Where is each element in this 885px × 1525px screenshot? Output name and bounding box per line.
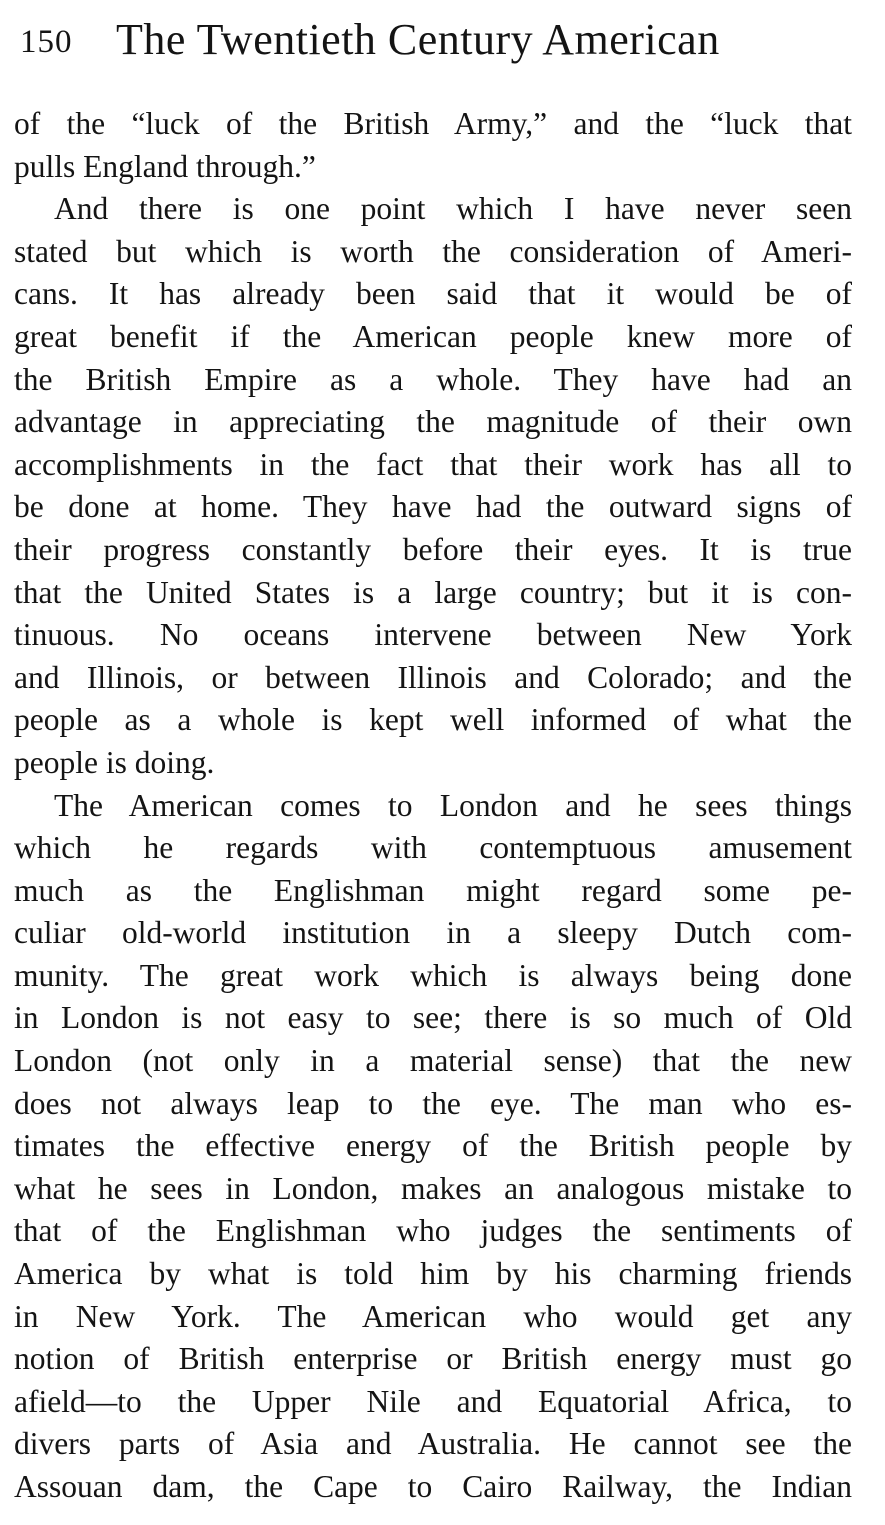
text-line: pulls England through.” — [14, 148, 316, 184]
text-line: America by what is told him by his charming friends — [14, 1256, 852, 1292]
text-line: afield—to the Upper Nile and Equatorial Africa, to — [14, 1383, 852, 1419]
text-line: culiar old-world institution in a sleepy Dutch com- — [14, 915, 852, 951]
text-line: what he sees in London, makes an analogous mistake to — [14, 1170, 852, 1206]
text-line: divers parts of Asia and Australia. He cannot see the — [14, 1426, 852, 1462]
text-line: notion of British enterprise or British energy must go — [14, 1341, 852, 1377]
text-line: and Illinois, or between Illinois and Colorado; and the — [14, 659, 852, 695]
text-line: timates the effective energy of the British people by — [14, 1128, 852, 1164]
page-number: 150 — [20, 24, 73, 60]
text-line: stated but which is worth the consideration of Ameri- — [14, 233, 852, 269]
text-line: be done at home. They have had the outward signs of — [14, 489, 852, 525]
text-line: much as the Englishman might regard some pe- — [14, 872, 852, 908]
text-line: of the “luck of the British Army,” and the “luck that — [14, 106, 852, 141]
text-line: tinuous. No oceans intervene between New York — [14, 617, 852, 653]
text-line: in London is not easy to see; there is so much of Old — [14, 1000, 852, 1036]
text-line: London (not only in a material sense) that the new — [14, 1043, 852, 1079]
paragraph-first-line: And there is one point which I have never seen — [54, 191, 852, 227]
text-line: the British Empire as a whole. They have had an — [14, 361, 852, 397]
text-line: accomplishments in the fact that their work has all to — [14, 446, 852, 482]
text-line: their progress constantly before their eyes. It is true — [14, 531, 852, 567]
text-line: that the United States is a large country; but it is con- — [14, 574, 852, 610]
page-header — [20, 10, 860, 70]
text-line: cans. It has already been said that it would be of — [14, 276, 852, 312]
running-title: The Twentieth Century American — [116, 15, 720, 64]
text-line: people is doing. — [14, 744, 215, 780]
text-line: in New York. The American who would get any — [14, 1298, 852, 1334]
text-line: munity. The great work which is always being done — [14, 957, 852, 993]
text-line: Assouan dam, the Cape to Cairo Railway, the Indian — [14, 1469, 852, 1504]
body-text — [14, 103, 852, 1509]
text-line: great benefit if the American people knew more of — [14, 318, 852, 354]
text-line: people as a whole is kept well informed of what the — [14, 702, 852, 738]
paragraph-first-line: The American comes to London and he sees things — [54, 787, 852, 823]
text-line: advantage in appreciating the magnitude of their own — [14, 404, 852, 440]
text-line: does not always leap to the eye. The man who es- — [14, 1085, 852, 1121]
text-line: which he regards with contemptuous amusement — [14, 830, 852, 866]
text-line: that of the Englishman who judges the sentiments of — [14, 1213, 852, 1249]
